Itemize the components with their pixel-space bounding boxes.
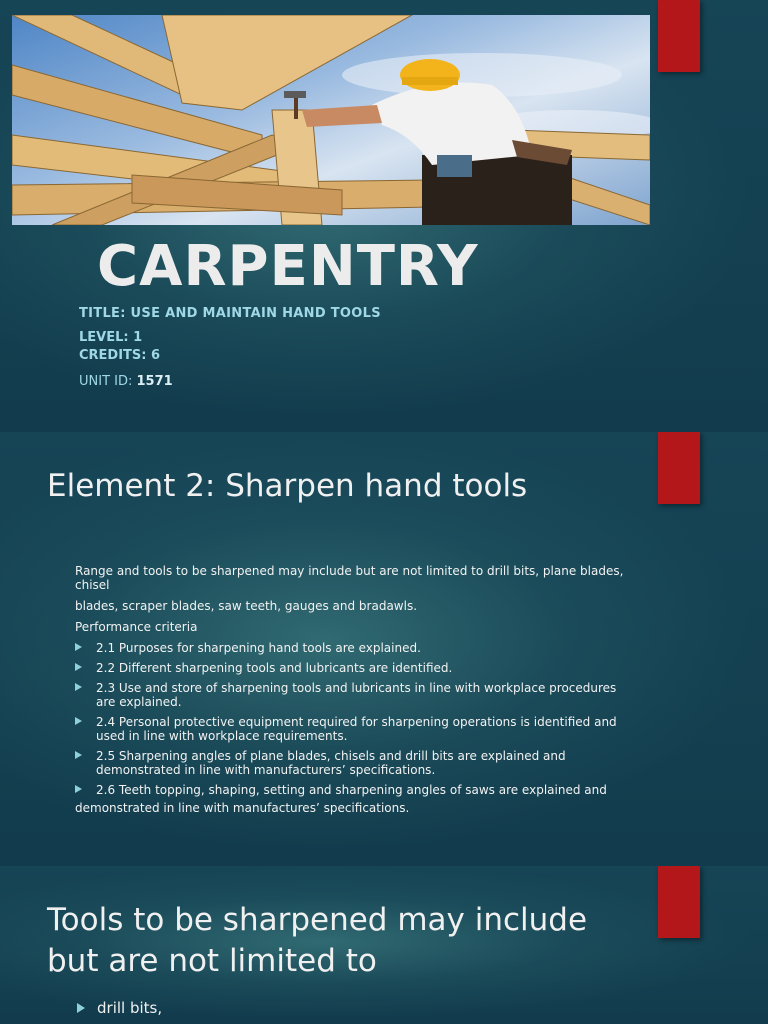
criteria-text: 2.3 Use and store of sharpening tools and lubricants in line with workplace procedures are explained.	[96, 681, 617, 709]
criteria-text: 2.2 Different sharpening tools and lubricants are identified.	[96, 661, 453, 675]
tools-list	[77, 999, 162, 1017]
unit-id-value: 1571	[136, 374, 173, 389]
criteria-text: 2.5 Sharpening angles of plane blades, chisels and drill bits are explained and demonstrated in line with manufacturers’ specifications.	[96, 749, 566, 777]
unit-id-label: UNIT ID:	[79, 374, 137, 389]
red-tab-decoration	[658, 866, 700, 938]
bullet-arrow-icon	[75, 683, 82, 691]
red-tab-decoration	[658, 432, 700, 504]
slide-2	[0, 432, 768, 866]
element-title: Element 2: Sharpen hand tools	[47, 468, 528, 504]
unit-title-line: TITLE: USE AND MAINTAIN HAND TOOLS	[79, 306, 381, 321]
criteria-bullet	[75, 749, 630, 777]
criteria-text: 2.1 Purposes for sharpening hand tools are explained.	[96, 641, 421, 655]
criteria-bullet	[75, 661, 630, 675]
red-tab-decoration	[658, 0, 700, 72]
element-body	[75, 564, 630, 822]
tool-bullet	[77, 999, 162, 1017]
tool-text: drill bits,	[97, 999, 163, 1017]
slide-title: CARPENTRY	[97, 234, 479, 299]
bullet-arrow-icon	[75, 663, 82, 671]
criteria-bullet	[75, 641, 630, 655]
bullet-arrow-icon	[75, 785, 82, 793]
criteria-bullet	[75, 715, 630, 743]
slide-1	[0, 0, 768, 432]
slide-3	[0, 866, 768, 1024]
level-line: LEVEL: 1	[79, 330, 143, 345]
criteria-bullet	[75, 783, 630, 797]
performance-criteria-heading: Performance criteria	[75, 620, 198, 634]
unit-id-line	[79, 374, 173, 389]
carpenter-roof-truss-photo	[12, 15, 650, 225]
bullet-arrow-icon	[75, 751, 82, 759]
criteria-continuation: demonstrated in line with manufactures’ specifications.	[75, 801, 410, 815]
bullet-arrow-icon	[77, 1003, 85, 1013]
bullet-arrow-icon	[75, 717, 82, 725]
range-paragraph-1: Range and tools to be sharpened may include but are not limited to drill bits, plane blades, chisel	[75, 564, 624, 592]
credits-line: CREDITS: 6	[79, 348, 161, 363]
range-paragraph-2: blades, scraper blades, saw teeth, gauges and bradawls.	[75, 599, 418, 613]
criteria-bullet	[75, 681, 630, 709]
tools-title: Tools to be sharpened may include but are not limited to	[47, 902, 588, 979]
criteria-text: 2.4 Personal protective equipment required for sharpening operations is identified and used in line with workplace requirements.	[96, 715, 617, 743]
bullet-arrow-icon	[75, 643, 82, 651]
criteria-text: 2.6 Teeth topping, shaping, setting and sharpening angles of saws are explained and	[96, 783, 607, 797]
